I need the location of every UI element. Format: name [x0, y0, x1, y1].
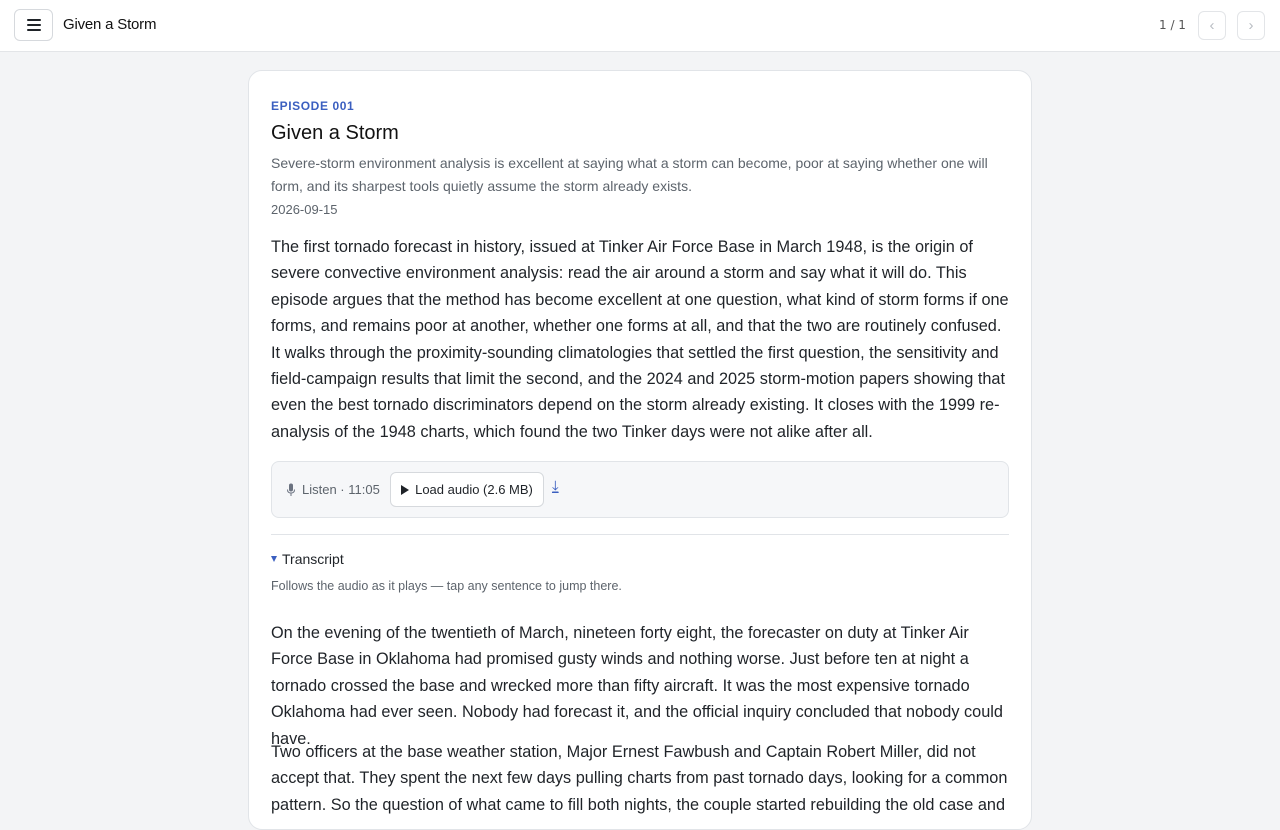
episode-summary: The first tornado forecast in history, issued at Tinker Air Force Base in March 1948, is the origin of severe convective environment analysis: read the air around a storm and say what it will do. This episode argues that the method has become excellent at one question, what kind of storm forms if one forms, and remains poor at another, whether one forms at all, and that the two are routinely confused. It walks through the proximity-sounding climatologies that settled the first question, the sensitivity and field-campaign results that limit the second, and the 2024 and 2025 storm-motion papers showing that even the best tornado discriminators depend on the storm already existing. It closes with the 1999 re-analysis of the 1948 charts, which found the two Tinker days were not alike after all.	[271, 238, 1009, 441]
app-title: Given a Storm	[63, 16, 157, 33]
download-icon[interactable]: ⤓	[552, 478, 559, 495]
transcript-paragraph	[271, 739, 1011, 818]
menu-button[interactable]	[14, 9, 53, 41]
load-audio-button[interactable]	[390, 472, 544, 507]
chevron-right-icon: ›	[1248, 17, 1254, 34]
transcript-toggle-label: Transcript	[282, 551, 344, 567]
hamburger-icon	[27, 19, 41, 31]
transcript-paragraph	[271, 620, 1011, 752]
episode-date: 2026-09-15	[271, 202, 338, 217]
transcript-sentence[interactable]: Just before ten at night a tornado crossed the base and wrecked more than fifty aircraft.	[271, 650, 969, 695]
transcript-sentence[interactable]: They spent the next few days pulling charts from past tornado days, looking for a common pattern. So the question of what came to fill both nights, the couple started rebuilding the old case and	[271, 769, 1008, 814]
transcript-sentence[interactable]: On the evening of the twentieth of March, nineteen forty eight, the forecaster on duty at Tinker Air Force Base in Oklahoma had promised gusty winds and nothing worse.	[271, 624, 969, 669]
audio-player	[271, 461, 1009, 518]
previous-button[interactable]	[1198, 11, 1226, 40]
load-audio-label: Load audio (2.6 MB)	[415, 482, 533, 497]
episode-title: Given a Storm	[271, 122, 399, 144]
transcript-toggle[interactable]	[271, 551, 344, 567]
next-button[interactable]	[1237, 11, 1265, 40]
chevron-left-icon: ‹	[1209, 17, 1215, 34]
play-icon	[401, 485, 409, 495]
divider	[271, 534, 1009, 535]
listen-duration: Listen · 11:05	[302, 482, 380, 497]
transcript-sentence[interactable]: Two officers at the base weather station, Major Ernest Fawbush and Captain Robert Miller, did not accept that.	[271, 743, 976, 788]
top-bar	[0, 0, 1280, 52]
page-counter: 1 / 1	[1159, 18, 1186, 32]
microphone-icon	[286, 483, 296, 497]
episode-subtitle: Severe-storm environment analysis is excellent at saying what a storm can become, poor at saying whether one will form, and its sharpest tools quietly assume the storm already exists.	[271, 155, 988, 194]
transcript-hint: Follows the audio as it plays — tap any sentence to jump there.	[271, 579, 622, 593]
episode-number: EPISODE 001	[271, 99, 355, 113]
caret-down-icon	[271, 556, 277, 562]
transcript-sentence[interactable]: It was the most expensive tornado Oklahoma had ever seen. Nobody had forecast it, and the official inquiry concluded that nobody could have.	[271, 676, 1003, 748]
episode-card	[248, 70, 1032, 830]
